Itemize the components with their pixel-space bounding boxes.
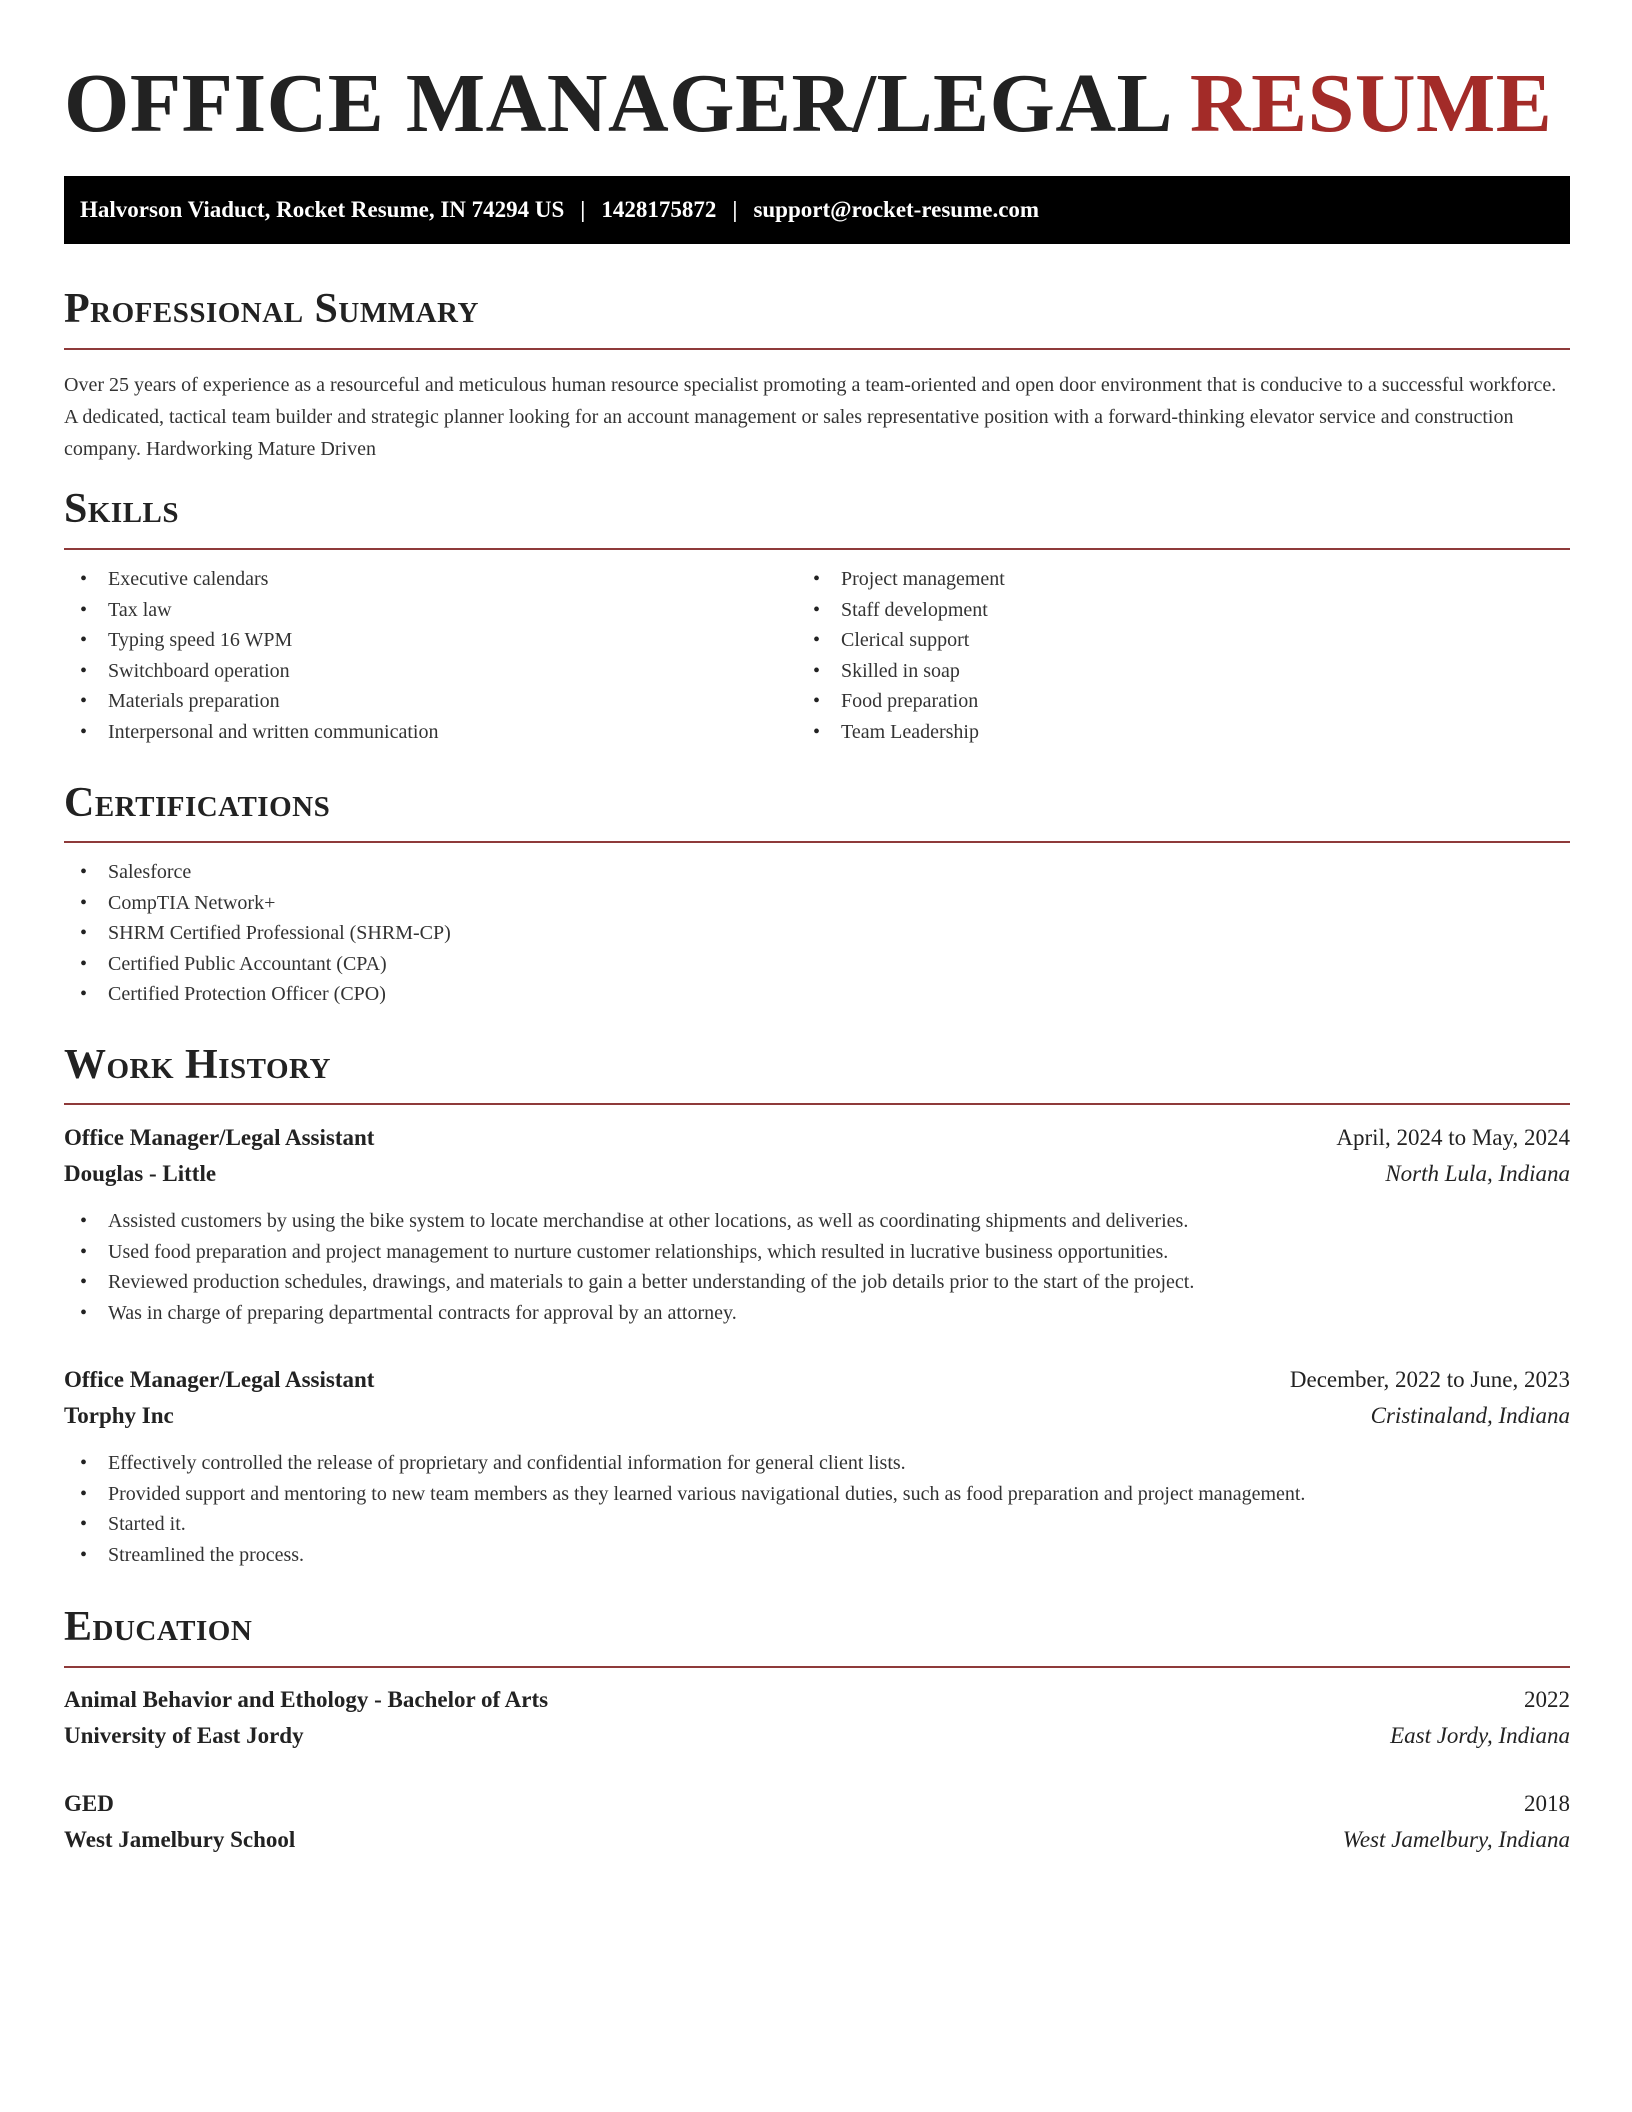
- education-year: 2018: [1524, 1791, 1570, 1816]
- job-dates: December, 2022 to June, 2023: [1289, 1367, 1570, 1392]
- section-divider: [64, 841, 1570, 843]
- job-duty: • Effectively controlled the release of proprietary and confidential information for general client lists.: [64, 1448, 1305, 1479]
- skill-item: • Staff development: [797, 595, 1005, 626]
- job-company-row: [64, 1156, 1570, 1192]
- skill-item: • Food preparation: [797, 686, 1005, 717]
- education-school-row: [64, 1822, 1570, 1858]
- job-title: Office Manager/Legal Assistant: [64, 1367, 375, 1392]
- job-duty: • Assisted customers by using the bike system to locate merchandise at other locations, as well as coordinating shipments and deliveries.: [64, 1206, 1194, 1237]
- education-school: University of East Jordy: [64, 1723, 304, 1748]
- education-school-row: [64, 1718, 1570, 1754]
- contact-email[interactable]: support@rocket-resume.com: [753, 197, 1040, 222]
- skills-list-right: [797, 564, 1005, 747]
- summary-text: Over 25 years of experience as a resourceful and meticulous human resource specialist promoting a team-oriented and open door environment that is conducive to a successful workforce. A dedicated, tactical team builder and strategic planner looking for an account management or sales representative position with a forward-thinking elevator service and construction company. Hardworking Mature Driven: [64, 374, 1557, 460]
- contact-phone: 1428175872: [601, 197, 717, 222]
- certifications-heading: Certifications: [64, 780, 331, 826]
- education-heading: Education: [64, 1604, 253, 1650]
- certification-item: • Salesforce: [64, 857, 451, 888]
- certification-item: • SHRM Certified Professional (SHRM-CP): [64, 918, 451, 949]
- section-divider: [64, 1103, 1570, 1105]
- skill-item: • Materials preparation: [64, 686, 438, 717]
- skill-item: • Project management: [797, 564, 1005, 595]
- skill-item: • Executive calendars: [64, 564, 438, 595]
- job-company: Douglas - Little: [64, 1161, 217, 1186]
- contact-bar: [64, 176, 1570, 244]
- job-duties-list: [64, 1448, 1305, 1570]
- job-company-row: [64, 1398, 1570, 1434]
- contact-separator: |: [732, 197, 738, 222]
- education-school: West Jamelbury School: [64, 1827, 296, 1852]
- certification-item: • Certified Protection Officer (CPO): [64, 979, 451, 1010]
- certification-item: • Certified Public Accountant (CPA): [64, 949, 451, 980]
- job-duty: • Used food preparation and project management to nurture customer relationships, which resulted in lucrative business opportunities.: [64, 1237, 1194, 1268]
- contact-address: Halvorson Viaduct, Rocket Resume, IN 74294 US: [80, 197, 565, 222]
- title-main: OFFICE MANAGER/LEGAL: [64, 57, 1169, 150]
- skill-item: • Interpersonal and written communication: [64, 717, 438, 748]
- job-duty: • Provided support and mentoring to new team members as they learned various navigational duties, such as food preparation and project management.: [64, 1479, 1305, 1510]
- education-location: East Jordy, Indiana: [1390, 1723, 1570, 1748]
- skill-item: • Clerical support: [797, 625, 1005, 656]
- skill-item: • Switchboard operation: [64, 656, 438, 687]
- certifications-list: [64, 857, 451, 1010]
- job-duties-list: [64, 1206, 1194, 1328]
- skills-list-left: [64, 564, 438, 747]
- education-degree-row: [64, 1786, 1570, 1822]
- skill-item: • Team Leadership: [797, 717, 1005, 748]
- title-accent: RESUME: [1189, 57, 1553, 150]
- resume-title: [64, 56, 1552, 152]
- section-divider: [64, 1666, 1570, 1668]
- job-header-row: [64, 1362, 1570, 1398]
- skills-heading: Skills: [64, 486, 180, 532]
- education-degree: GED: [64, 1791, 114, 1816]
- certification-item: • CompTIA Network+: [64, 888, 451, 919]
- skill-item: • Typing speed 16 WPM: [64, 625, 438, 656]
- education-degree: Animal Behavior and Ethology - Bachelor of Arts: [64, 1687, 549, 1712]
- job-location: North Lula, Indiana: [1385, 1161, 1570, 1186]
- job-duty: • Was in charge of preparing departmental contracts for approval by an attorney.: [64, 1298, 1194, 1329]
- job-location: Cristinaland, Indiana: [1370, 1403, 1570, 1428]
- job-title: Office Manager/Legal Assistant: [64, 1125, 375, 1150]
- education-location: West Jamelbury, Indiana: [1342, 1827, 1570, 1852]
- job-duty: • Reviewed production schedules, drawings, and materials to gain a better understanding of the job details prior to the start of the project.: [64, 1267, 1194, 1298]
- section-divider: [64, 548, 1570, 550]
- section-divider: [64, 348, 1570, 350]
- job-duty: • Streamlined the process.: [64, 1540, 1305, 1571]
- education-degree-row: [64, 1682, 1570, 1718]
- job-company: Torphy Inc: [64, 1403, 174, 1428]
- job-header-row: [64, 1120, 1570, 1156]
- job-duty: • Started it.: [64, 1509, 1305, 1540]
- skill-item: • Tax law: [64, 595, 438, 626]
- summary-heading: Professional Summary: [64, 286, 479, 332]
- job-dates: April, 2024 to May, 2024: [1336, 1125, 1570, 1150]
- contact-separator: |: [580, 197, 586, 222]
- work-history-heading: Work History: [64, 1042, 331, 1088]
- skill-item: • Skilled in soap: [797, 656, 1005, 687]
- education-year: 2022: [1524, 1687, 1570, 1712]
